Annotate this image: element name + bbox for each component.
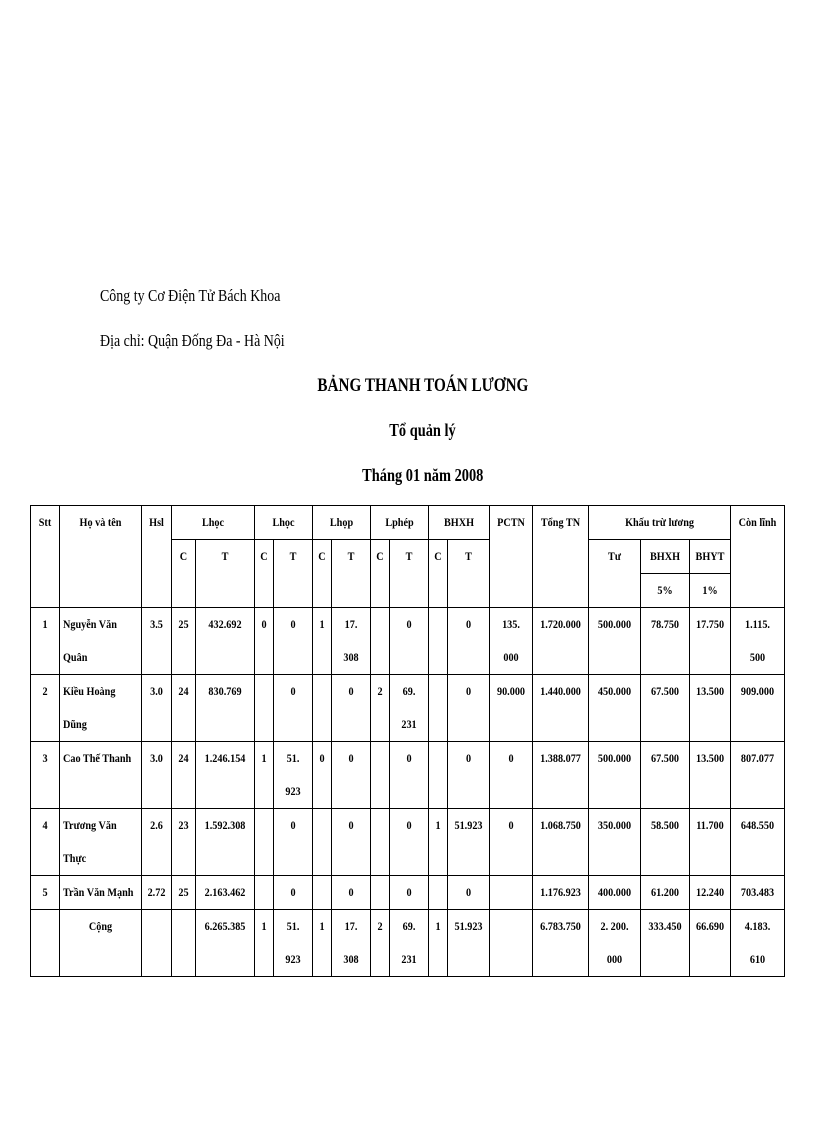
total-row xyxy=(31,910,785,977)
header-lhop-c: C xyxy=(313,540,332,608)
header-stt: Stt xyxy=(31,506,60,608)
header-bhxh: BHXH xyxy=(429,506,490,540)
header-name: Họ và tên xyxy=(60,506,142,608)
cell-con-linh: 1.115. 500 xyxy=(731,608,785,675)
cell-lhoc1-t: 1.592.308 xyxy=(196,809,255,876)
cell-lhoc1-t: 1.246.154 xyxy=(196,742,255,809)
cell-con-linh: 703.483 xyxy=(731,876,785,910)
cell-stt: 3 xyxy=(31,742,60,809)
cell-lhop-t: 0 xyxy=(332,876,371,910)
company-name: Công ty Cơ Điện Tử Bách Khoa xyxy=(100,286,281,305)
header-lhoc2: Lhọc xyxy=(255,506,313,540)
total-bhxh-t: 51.923 xyxy=(448,910,490,977)
cell-lphep-c xyxy=(371,809,390,876)
cell-bhxh-t: 0 xyxy=(448,742,490,809)
cell-pctn: 90.000 xyxy=(490,675,533,742)
cell-bhxh-c xyxy=(429,608,448,675)
table-header-row xyxy=(31,506,785,540)
cell-pctn xyxy=(490,876,533,910)
cell-stt: 2 xyxy=(31,675,60,742)
cell-pctn: 135. 000 xyxy=(490,608,533,675)
cell-lphep-c: 2 xyxy=(371,675,390,742)
header-bhxh-t: T xyxy=(448,540,490,608)
cell-bhyt: 13.500 xyxy=(690,742,731,809)
header-pctn: PCTN xyxy=(490,506,533,608)
header-lhoc1-c: C xyxy=(172,540,196,608)
table-row xyxy=(31,608,785,675)
cell-hsl: 2.6 xyxy=(142,809,172,876)
total-lphep-c: 2 xyxy=(371,910,390,977)
header-lphep: Lphép xyxy=(371,506,429,540)
table-row xyxy=(31,809,785,876)
payroll-table xyxy=(30,505,785,977)
cell-name: Nguyễn Văn Quân xyxy=(60,608,142,675)
cell-lhop-c xyxy=(313,809,332,876)
cell-bhyt: 13.500 xyxy=(690,675,731,742)
cell-lhop-t: 0 xyxy=(332,675,371,742)
cell-lphep-t: 0 xyxy=(390,608,429,675)
cell-name: Kiều Hoàng Dũng xyxy=(60,675,142,742)
cell-lhoc1-t: 830.769 xyxy=(196,675,255,742)
cell-bhxh-t: 51.923 xyxy=(448,809,490,876)
total-lhoc2-t: 51. 923 xyxy=(274,910,313,977)
cell-lhoc2-t: 0 xyxy=(274,876,313,910)
cell-bhyt: 11.700 xyxy=(690,809,731,876)
cell-tu: 500.000 xyxy=(589,742,641,809)
header-lhop-t: T xyxy=(332,540,371,608)
cell-bhxh-t: 0 xyxy=(448,608,490,675)
cell-lhop-t: 0 xyxy=(332,809,371,876)
cell-bhyt: 17.750 xyxy=(690,608,731,675)
header-lhoc1: Lhọc xyxy=(172,506,255,540)
cell-lhoc1-c: 23 xyxy=(172,809,196,876)
cell-lhop-c xyxy=(313,675,332,742)
cell-lhop-c: 1 xyxy=(313,608,332,675)
cell-tu: 400.000 xyxy=(589,876,641,910)
header-tong: Tổng TN xyxy=(533,506,589,608)
cell-hsl: 3.5 xyxy=(142,608,172,675)
cell-con-linh: 909.000 xyxy=(731,675,785,742)
cell-hsl xyxy=(142,910,172,977)
cell-lhoc1-c: 24 xyxy=(172,675,196,742)
header-khau-tru: Khấu trừ lương xyxy=(589,506,731,540)
cell-con-linh: 807.077 xyxy=(731,742,785,809)
header-lhoc1-t: T xyxy=(196,540,255,608)
total-bhxh5: 333.450 xyxy=(641,910,690,977)
header-con-linh: Còn lĩnh xyxy=(731,506,785,608)
cell-lhop-c xyxy=(313,876,332,910)
header-hsl: Hsl xyxy=(142,506,172,608)
cell-lhoc1-t: 432.692 xyxy=(196,608,255,675)
cell-lhoc2-c: 0 xyxy=(255,608,274,675)
header-lhop: Lhọp xyxy=(313,506,371,540)
cell-hsl: 2.72 xyxy=(142,876,172,910)
total-label: Cộng xyxy=(60,910,142,977)
cell-tong: 1.176.923 xyxy=(533,876,589,910)
cell-lhoc2-t: 51. 923 xyxy=(274,742,313,809)
document-title: BẢNG THANH TOÁN LƯƠNG xyxy=(317,375,529,396)
total-lphep-t: 69. 231 xyxy=(390,910,429,977)
table-row xyxy=(31,876,785,910)
total-bhyt: 66.690 xyxy=(690,910,731,977)
cell-tong: 1.440.000 xyxy=(533,675,589,742)
cell-name: Trương Văn Thực xyxy=(60,809,142,876)
total-lhoc2-c: 1 xyxy=(255,910,274,977)
cell-bhxh-t: 0 xyxy=(448,876,490,910)
cell-lhoc1-c: 25 xyxy=(172,608,196,675)
document-period: Tháng 01 năm 2008 xyxy=(362,465,484,485)
cell-lhop-c: 0 xyxy=(313,742,332,809)
cell-bhxh-c: 1 xyxy=(429,809,448,876)
cell-tong: 1.068.750 xyxy=(533,809,589,876)
cell-tu: 450.000 xyxy=(589,675,641,742)
cell-stt: 1 xyxy=(31,608,60,675)
cell-lhop-t: 0 xyxy=(332,742,371,809)
cell-pctn xyxy=(490,910,533,977)
cell-lhoc2-t: 0 xyxy=(274,809,313,876)
table-row xyxy=(31,742,785,809)
cell-tong: 1.720.000 xyxy=(533,608,589,675)
cell-bhxh5: 78.750 xyxy=(641,608,690,675)
cell-bhxh5: 61.200 xyxy=(641,876,690,910)
cell-lhoc2-c xyxy=(255,809,274,876)
cell-bhxh5: 67.500 xyxy=(641,742,690,809)
header-tu: Tư xyxy=(589,540,641,608)
cell-bhyt: 12.240 xyxy=(690,876,731,910)
total-tu: 2. 200. 000 xyxy=(589,910,641,977)
total-lhoc1-t: 6.265.385 xyxy=(196,910,255,977)
cell-hsl: 3.0 xyxy=(142,742,172,809)
cell-pctn: 0 xyxy=(490,742,533,809)
cell-lphep-t: 0 xyxy=(390,876,429,910)
cell-lphep-t: 0 xyxy=(390,742,429,809)
cell-lhoc2-c xyxy=(255,876,274,910)
cell-lhop-t: 17. 308 xyxy=(332,608,371,675)
cell-stt xyxy=(31,910,60,977)
cell-bhxh-c xyxy=(429,742,448,809)
cell-lphep-t: 0 xyxy=(390,809,429,876)
company-address: Địa chỉ: Quận Đống Đa - Hà Nội xyxy=(100,331,285,350)
header-bhxh-c: C xyxy=(429,540,448,608)
cell-bhxh5: 58.500 xyxy=(641,809,690,876)
cell-tu: 500.000 xyxy=(589,608,641,675)
cell-lphep-c xyxy=(371,876,390,910)
cell-bhxh-t: 0 xyxy=(448,675,490,742)
header-lhoc2-t: T xyxy=(274,540,313,608)
cell-lhoc2-t: 0 xyxy=(274,608,313,675)
header-lhoc2-c: C xyxy=(255,540,274,608)
cell-lhoc1-c: 24 xyxy=(172,742,196,809)
header-lphep-t: T xyxy=(390,540,429,608)
cell-bhxh5: 67.500 xyxy=(641,675,690,742)
total-lhop-t: 17. 308 xyxy=(332,910,371,977)
cell-stt: 4 xyxy=(31,809,60,876)
cell-stt: 5 xyxy=(31,876,60,910)
cell-lhoc1-t: 2.163.462 xyxy=(196,876,255,910)
cell-name: Trần Văn Mạnh xyxy=(60,876,142,910)
header-bhxh5: BHXH xyxy=(641,540,690,574)
cell-lphep-t: 69. 231 xyxy=(390,675,429,742)
header-bhxh5-pct: 5% xyxy=(641,574,690,608)
total-con-linh: 4.183. 610 xyxy=(731,910,785,977)
cell-pctn: 0 xyxy=(490,809,533,876)
cell-lphep-c xyxy=(371,608,390,675)
cell-tong: 1.388.077 xyxy=(533,742,589,809)
header-lphep-c: C xyxy=(371,540,390,608)
cell-lhoc1-c xyxy=(172,910,196,977)
cell-hsl: 3.0 xyxy=(142,675,172,742)
header-bhyt-pct: 1% xyxy=(690,574,731,608)
cell-bhxh-c xyxy=(429,675,448,742)
cell-lhoc2-t: 0 xyxy=(274,675,313,742)
cell-lhoc1-c: 25 xyxy=(172,876,196,910)
total-bhxh-c: 1 xyxy=(429,910,448,977)
cell-name: Cao Thế Thanh xyxy=(60,742,142,809)
cell-bhxh-c xyxy=(429,876,448,910)
cell-con-linh: 648.550 xyxy=(731,809,785,876)
document-subtitle: Tổ quản lý xyxy=(389,420,457,440)
total-lhop-c: 1 xyxy=(313,910,332,977)
cell-tu: 350.000 xyxy=(589,809,641,876)
total-tong: 6.783.750 xyxy=(533,910,589,977)
table-row xyxy=(31,675,785,742)
cell-lhoc2-c: 1 xyxy=(255,742,274,809)
header-bhyt: BHYT xyxy=(690,540,731,574)
cell-lhoc2-c xyxy=(255,675,274,742)
cell-lphep-c xyxy=(371,742,390,809)
